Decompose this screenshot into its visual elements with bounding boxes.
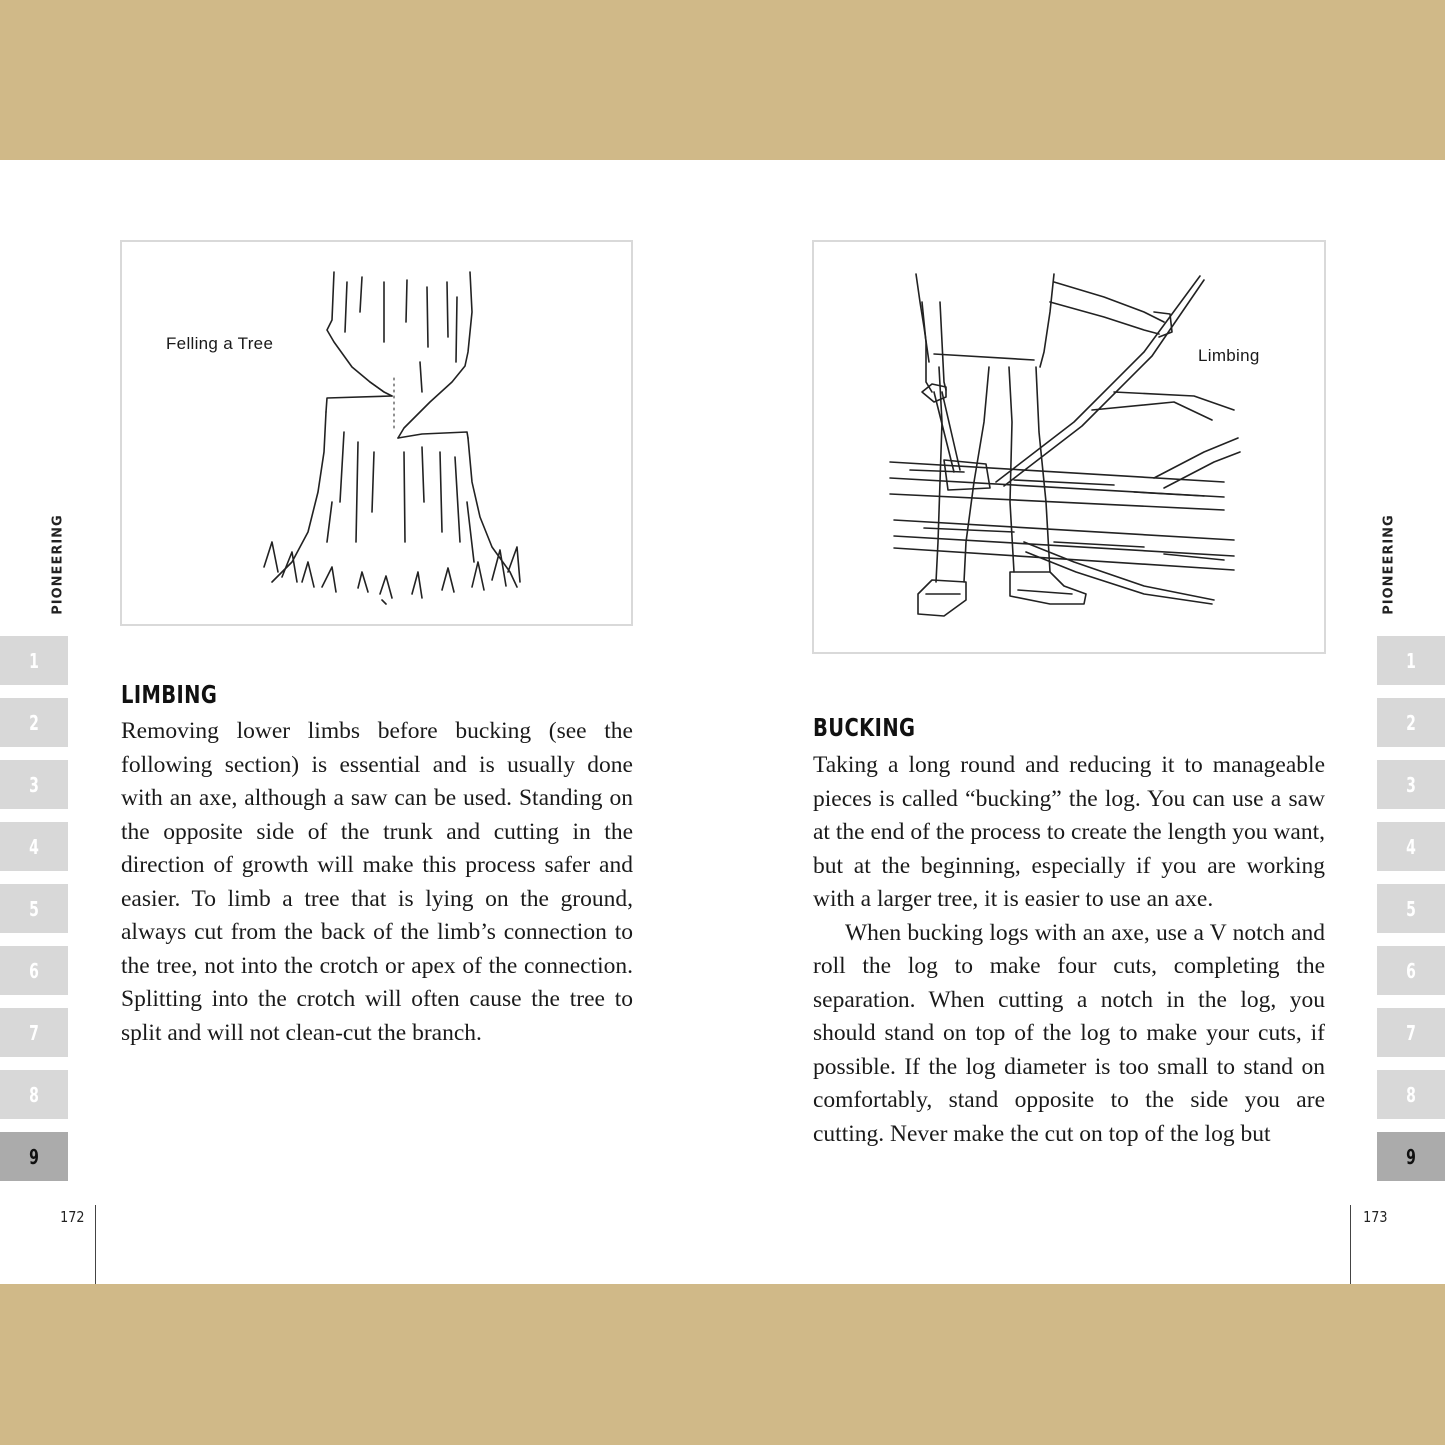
bucking-body [813, 749, 1325, 1151]
chapter-tab-2[interactable]: 2 [1377, 698, 1445, 747]
page-divider-left [95, 1205, 96, 1284]
page-divider-right [1350, 1205, 1351, 1284]
page-number-left: 172 [60, 1208, 85, 1226]
figure-caption: Limbing [1198, 346, 1260, 365]
page-number-right: 173 [1363, 1208, 1388, 1226]
limbing-body [121, 715, 633, 1050]
limbing-illustration [812, 240, 1326, 654]
chapter-tab-1[interactable]: 1 [1377, 636, 1445, 685]
limbing-paragraph: Removing lower limbs before bucking (see the following section) is essential and is usually done with an axe, although a saw can be used. Standing on the opposite side of the trunk and cutting in the direction of growth will make this process safer and easier. To limb a tree that is lying on the ground, always cut from the back of the limb’s connection to the tree, not into the crotch or apex of the connection. Splitting into the crotch will often cause the tree to split and will not clean-cut the branch. [121, 718, 633, 1046]
chapter-tab-5[interactable]: 5 [1377, 884, 1445, 933]
chapter-tab-4[interactable]: 4 [1377, 822, 1445, 871]
top-color-band [0, 0, 1445, 160]
chapter-tab-5[interactable]: 5 [0, 884, 68, 933]
chapter-tab-4[interactable]: 4 [0, 822, 68, 871]
bucking-heading: BUCKING [813, 713, 916, 742]
limbing-heading: LIMBING [121, 680, 218, 709]
chapter-tab-9-active[interactable]: 9 [0, 1132, 68, 1181]
chapter-tab-2[interactable]: 2 [0, 698, 68, 747]
person-limbing-drawing [814, 242, 1324, 652]
section-title-left: PIONEERING [50, 514, 66, 615]
chapter-tab-7[interactable]: 7 [1377, 1008, 1445, 1057]
chapter-tab-8[interactable]: 8 [1377, 1070, 1445, 1119]
chapter-tab-9-active[interactable]: 9 [1377, 1132, 1445, 1181]
section-title-right: PIONEERING [1381, 514, 1397, 615]
chapter-tab-3[interactable]: 3 [1377, 760, 1445, 809]
bucking-paragraph-1: Taking a long round and reducing it to manageable pieces is called “bucking” the log. You can use a saw at the end of the process to create the length you want, but at the beginning, especially if you are working with a larger tree, it is easier to use an axe. [813, 752, 1325, 912]
figure-caption: Felling a Tree [166, 334, 274, 353]
tree-stump-drawing [122, 242, 631, 624]
bottom-color-band [0, 1284, 1445, 1445]
bucking-paragraph-2: When bucking logs with an axe, use a V notch and roll the log to make four cuts, completing the separation. When cutting a notch in the log, you should stand on top of the log to make your cuts, if possible. If the log diameter is too small to stand on comfortably, stand opposite to the side you are cutting. Never make the cut on top of the log but [813, 919, 1325, 1147]
chapter-tab-7[interactable]: 7 [0, 1008, 68, 1057]
felling-tree-illustration [120, 240, 633, 626]
chapter-tab-6[interactable]: 6 [0, 946, 68, 995]
chapter-tab-1[interactable]: 1 [0, 636, 68, 685]
chapter-tab-6[interactable]: 6 [1377, 946, 1445, 995]
chapter-tab-3[interactable]: 3 [0, 760, 68, 809]
chapter-tab-8[interactable]: 8 [0, 1070, 68, 1119]
